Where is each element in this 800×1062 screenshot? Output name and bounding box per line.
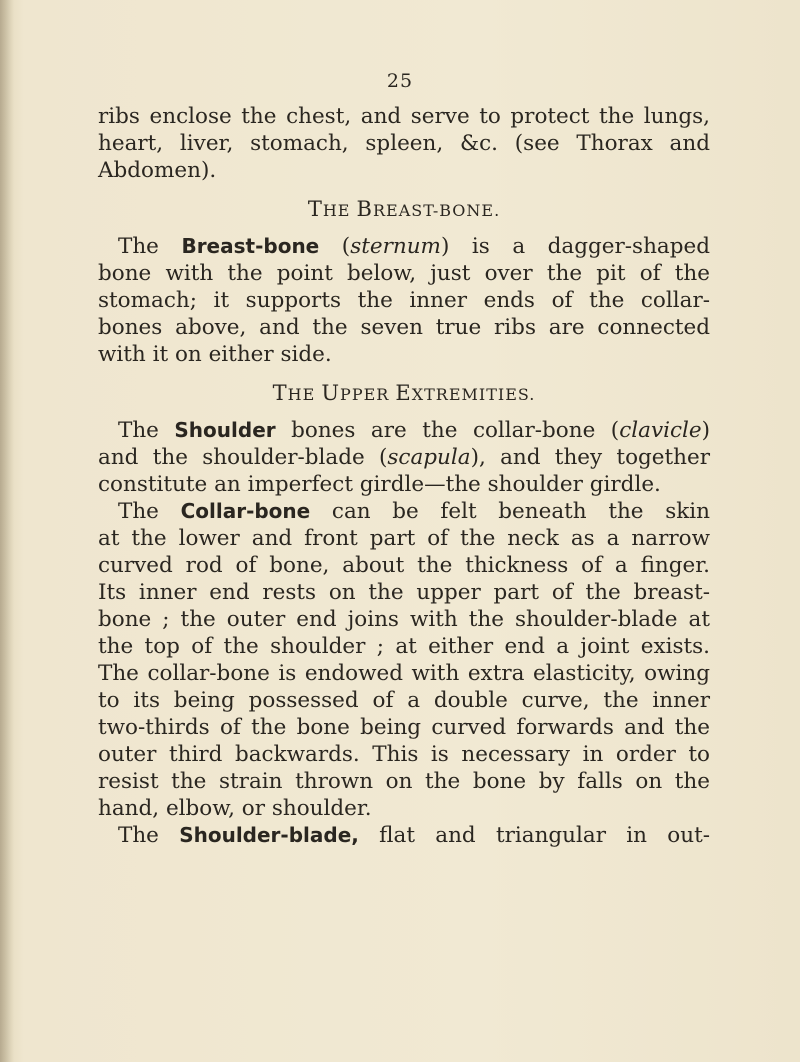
text-line: and the shoulder-blade (scapula), and they together [98,445,710,470]
text-line: bone ; the outer end joins with the shoulder-blade at [98,607,710,632]
text-line: The Shoulder bones are the collar-bone (clavicle) [118,418,710,443]
term-shoulder-blade: Shoulder-blade, [179,823,359,847]
text-line: heart, liver, stomach, spleen, &c. (see Thorax and [98,131,710,156]
text-line: The Collar-bone can be felt beneath the skin [118,499,710,524]
text-line: resist the strain thrown on the bone by falls on the [98,769,710,794]
text-line: outer third backwards. This is necessary in order to [98,742,710,767]
body-text [98,103,710,849]
text-line: Its inner end rests on the upper part of the breast- [98,580,710,605]
latin-term: clavicle [619,418,702,443]
text-line: The Breast-bone (sternum) is a dagger-shaped [118,234,710,259]
term-shoulder: Shoulder [174,418,276,442]
text-line: the top of the shoulder ; at either end a joint exists. [98,634,710,659]
term-collar-bone: Collar-bone [180,499,311,523]
latin-term: scapula [387,445,471,470]
text-line: to its being possessed of a double curve, the inner [98,688,710,713]
text-line: bones above, and the seven true ribs are connected [98,315,710,340]
text-line: Abdomen). [98,158,217,183]
text-line: hand, elbow, or shoulder. [98,796,372,821]
page-gutter [0,0,14,1062]
latin-term: sternum [350,234,441,259]
text-line: The collar-bone is endowed with extra elasticity, owing [98,661,710,686]
section-heading-upper-extremities: THE UPPER EXTREMITIES. [272,381,536,405]
text-line: two-thirds of the bone being curved forwards and the [98,715,710,740]
text-line: ribs enclose the chest, and serve to protect the lungs, [98,104,710,129]
text-line: curved rod of bone, about the thickness of a finger. [98,553,710,578]
term-breast-bone: Breast-bone [181,234,320,258]
section-heading-breast-bone: THE BREAST-BONE. [307,197,501,221]
text-line: stomach; it supports the inner ends of the collar- [98,288,710,313]
text-line: with it on either side. [98,342,332,367]
text-line: The Shoulder-blade, flat and triangular in out- [118,823,710,848]
text-line: bone with the point below, just over the pit of the [98,261,710,286]
text-line: constitute an imperfect girdle—the shoulder girdle. [98,472,661,497]
text-line: at the lower and front part of the neck as a narrow [98,526,710,551]
page-number: 25 [386,70,414,92]
